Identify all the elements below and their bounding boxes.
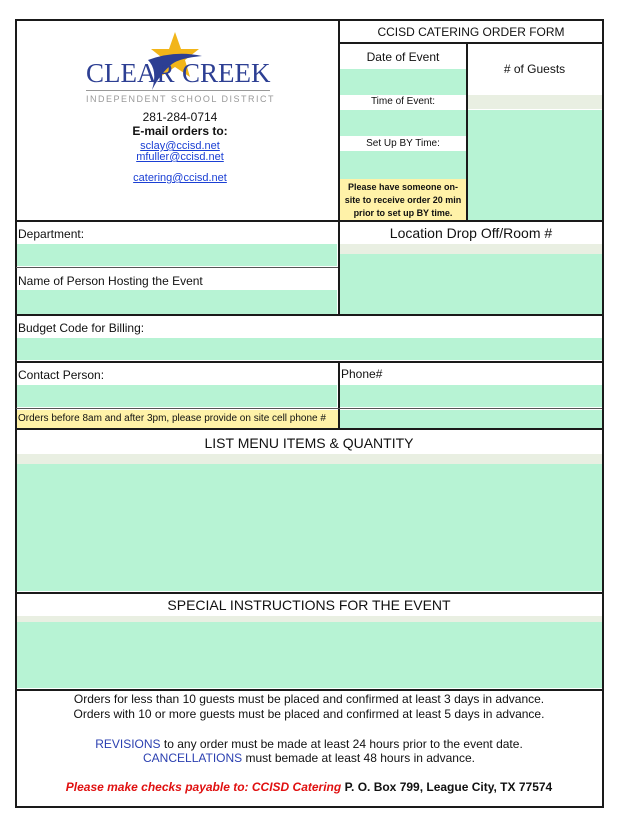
host-field[interactable] bbox=[16, 290, 337, 314]
cancellations-text: must bemade at least 48 hours in advance. bbox=[242, 751, 475, 765]
onsite-note: Please have someone on-site to receive order 20 min prior to set up BY time. bbox=[344, 182, 462, 218]
date-of-event-field[interactable] bbox=[340, 69, 466, 95]
email-link-sclay[interactable]: sclay@ccisd.net bbox=[140, 140, 220, 152]
location-label: Location Drop Off/Room # bbox=[389, 225, 553, 241]
logo-subtitle: INDEPENDENT SCHOOL DISTRICT bbox=[86, 94, 276, 104]
guests-field-top bbox=[467, 95, 602, 109]
email-link-mfuller[interactable]: mfuller@ccisd.net bbox=[136, 151, 224, 163]
email-link-catering[interactable]: catering@ccisd.net bbox=[133, 172, 227, 184]
email-heading: E-mail orders to: bbox=[132, 124, 228, 138]
department-field[interactable] bbox=[16, 244, 337, 266]
logo-word-left: CLEAR bbox=[86, 58, 175, 88]
logo-word-right: CREEK bbox=[182, 58, 271, 88]
contact-person-label: Contact Person: bbox=[18, 368, 105, 382]
budget-label: Budget Code for Billing: bbox=[18, 321, 145, 335]
cancellations-policy bbox=[16, 751, 602, 765]
cell-phone-field[interactable] bbox=[340, 410, 602, 428]
cancellations-word: CANCELLATIONS bbox=[143, 751, 243, 765]
menu-items-field[interactable] bbox=[16, 464, 602, 591]
time-of-event-label: Time of Event: bbox=[370, 96, 436, 107]
mailing-address: P. O. Box 799, League City, TX 77574 bbox=[344, 780, 553, 794]
date-of-event-label: Date of Event bbox=[366, 50, 440, 64]
revisions-text: to any order must be made at least 24 hours prior to the event date. bbox=[160, 737, 523, 751]
contact-phone: 281-284-0714 bbox=[142, 110, 218, 124]
location-field-top bbox=[340, 244, 602, 254]
menu-heading: LIST MENU ITEMS & QUANTITY bbox=[204, 435, 414, 451]
revisions-policy bbox=[16, 737, 602, 751]
guests-field[interactable] bbox=[467, 110, 602, 220]
special-instructions-field[interactable] bbox=[16, 622, 602, 688]
contact-person-field[interactable] bbox=[16, 385, 337, 407]
form-title: CCISD CATERING ORDER FORM bbox=[377, 25, 565, 39]
phone-label: Phone# bbox=[341, 367, 383, 381]
policy-line-1: Orders for less than 10 guests must be placed and confirmed at least 3 days in advance. bbox=[73, 692, 545, 706]
location-field[interactable] bbox=[340, 254, 602, 314]
setup-time-field[interactable] bbox=[340, 151, 466, 179]
budget-code-field[interactable] bbox=[16, 338, 602, 360]
menu-field-top bbox=[16, 454, 602, 464]
setup-time-label: Set Up BY Time: bbox=[366, 138, 440, 149]
checks-payable-line bbox=[16, 780, 602, 794]
cell-phone-note: Orders before 8am and after 3pm, please provide on site cell phone # bbox=[18, 413, 326, 424]
time-of-event-field[interactable] bbox=[340, 110, 466, 136]
phone-field[interactable] bbox=[340, 385, 602, 407]
checks-payable-text: Please make checks payable to: CCISD Catering bbox=[65, 780, 342, 794]
policy-line-2: Orders with 10 or more guests must be placed and confirmed at least 5 days in advance. bbox=[73, 707, 545, 721]
special-instructions-heading: SPECIAL INSTRUCTIONS FOR THE EVENT bbox=[167, 597, 451, 613]
revisions-word: REVISIONS bbox=[95, 737, 161, 751]
department-label: Department: bbox=[18, 227, 85, 241]
host-label: Name of Person Hosting the Event bbox=[18, 274, 203, 288]
guests-label: # of Guests bbox=[503, 62, 566, 76]
